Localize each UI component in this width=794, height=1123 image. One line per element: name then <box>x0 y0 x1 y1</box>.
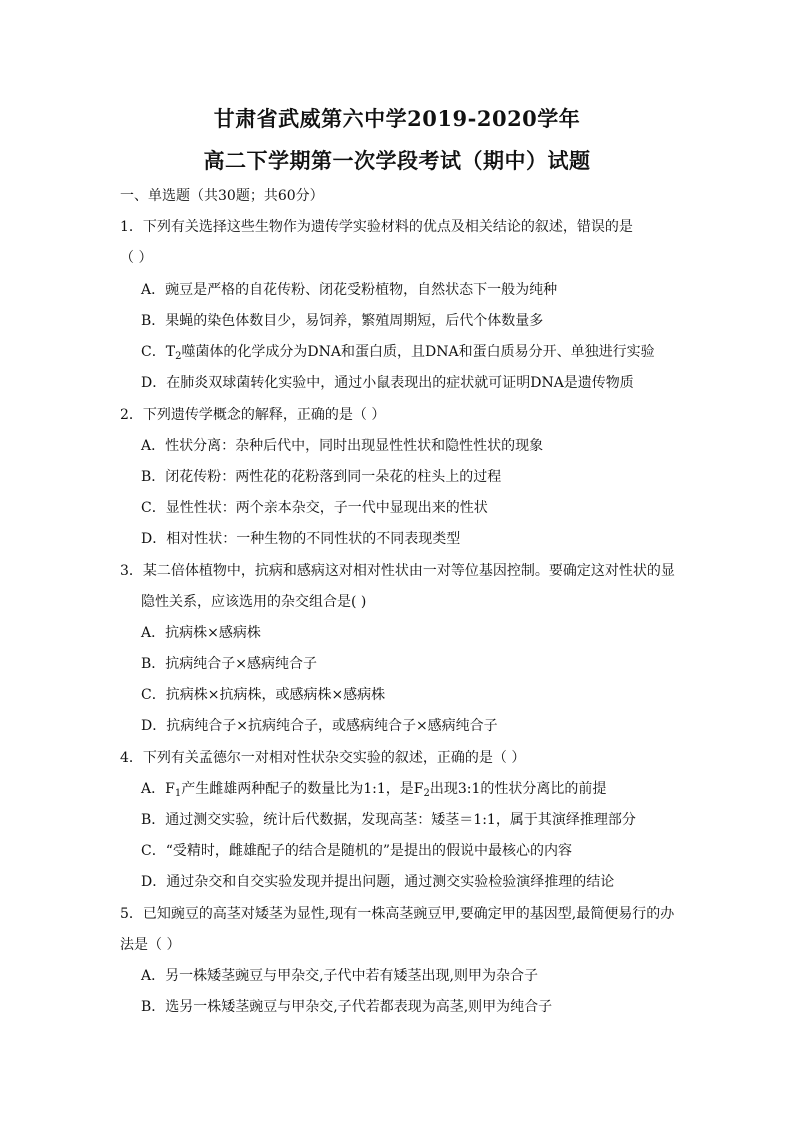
q1-option-a: A．豌豆是严格的自花传粉、闭花受粉植物，自然状态下一般为纯种 <box>141 282 558 298</box>
q1-stem-line2: （ ） <box>120 250 153 266</box>
q4-option-a-mid: 产生雌雄两种配子的数量比为1:1，是F <box>181 781 424 797</box>
q4-option-a-subscript1: 1 <box>174 788 182 799</box>
q1-option-c <box>141 343 655 363</box>
q2-option-d: D．相对性状：一种生物的不同性状的不同表现类型 <box>141 531 461 547</box>
exam-title-line2: 高二下学期第一次学段考试（期中）试题 <box>203 148 591 173</box>
section-heading: 一、单选题（共30题；共60分） <box>120 188 324 204</box>
q4-option-a <box>141 780 606 800</box>
q3-option-c: C．抗病株×抗病株，或感病株×感病株 <box>141 687 386 703</box>
q1-option-d: D．在肺炎双球菌转化实验中，通过小鼠表现出的症状就可证明DNA是遗传物质 <box>141 375 634 391</box>
q4-option-b: B．通过测交实验，统计后代数据，发现高茎：矮茎＝1:1，属于其演绎推理部分 <box>141 812 636 828</box>
exam-title-line1: 甘肃省武威第六中学2019-2020学年 <box>213 106 581 131</box>
q1-option-c-prefix: C．T <box>141 344 176 360</box>
q1-option-b: B．果蝇的染色体数目少，易饲养，繁殖周期短，后代个体数量多 <box>141 313 544 329</box>
q2-stem: 2．下列遗传学概念的解释，正确的是（ ） <box>120 407 386 423</box>
q4-option-c: C．“受精时，雌雄配子的结合是随机的”是提出的假说中最核心的内容 <box>141 843 573 859</box>
q1-option-c-text: 噬菌体的化学成分为DNA和蛋白质，且DNA和蛋白质易分开、单独进行实验 <box>181 344 655 360</box>
q3-option-a: A．抗病株×感病株 <box>141 625 261 641</box>
q1-option-c-subscript: 2 <box>175 351 182 362</box>
q5-stem-line1: 5．已知豌豆的高茎对矮茎为显性,现有一株高茎豌豆甲,要确定甲的基因型,最简便易行的办 <box>120 906 675 922</box>
q4-option-a-text: 出现3:1的性状分离比的前提 <box>429 781 607 797</box>
q4-stem: 4．下列有关孟德尔一对相对性状杂交实验的叙述，正确的是（ ） <box>120 750 526 766</box>
q5-option-a: A．另一株矮茎豌豆与甲杂交,子代中若有矮茎出现,则甲为杂合子 <box>141 968 539 984</box>
q4-option-a-subscript2: 2 <box>423 788 430 799</box>
q4-option-a-prefix: A．F <box>141 781 175 797</box>
q4-option-d: D．通过杂交和自交实验发现并提出问题，通过测交实验检验演绎推理的结论 <box>141 874 615 890</box>
q3-stem-line1: 3．某二倍体植物中，抗病和感病这对相对性状由一对等位基因控制。要确定这对性状的显 <box>120 563 675 579</box>
q5-stem-line2: 法是（ ） <box>120 937 181 953</box>
q1-stem-line1: 1．下列有关选择这些生物作为遗传学实验材料的优点及相关结论的叙述，错误的是 <box>120 219 633 235</box>
q2-option-b: B．闭花传粉：两性花的花粉落到同一朵花的柱头上的过程 <box>141 469 502 485</box>
q3-option-d: D．抗病纯合子×抗病纯合子，或感病纯合子×感病纯合子 <box>141 718 498 734</box>
q3-option-b: B．抗病纯合子×感病纯合子 <box>141 656 318 672</box>
q3-stem-line2: 隐性关系，应该选用的杂交组合是( ) <box>141 594 367 610</box>
q2-option-c: C．显性性状：两个亲本杂交，子一代中显现出来的性状 <box>141 500 488 516</box>
q2-option-a: A．性状分离：杂种后代中，同时出现显性性状和隐性性状的现象 <box>141 438 544 454</box>
q5-option-b: B．选另一株矮茎豌豆与甲杂交,子代若都表现为高茎,则甲为纯合子 <box>141 999 553 1015</box>
